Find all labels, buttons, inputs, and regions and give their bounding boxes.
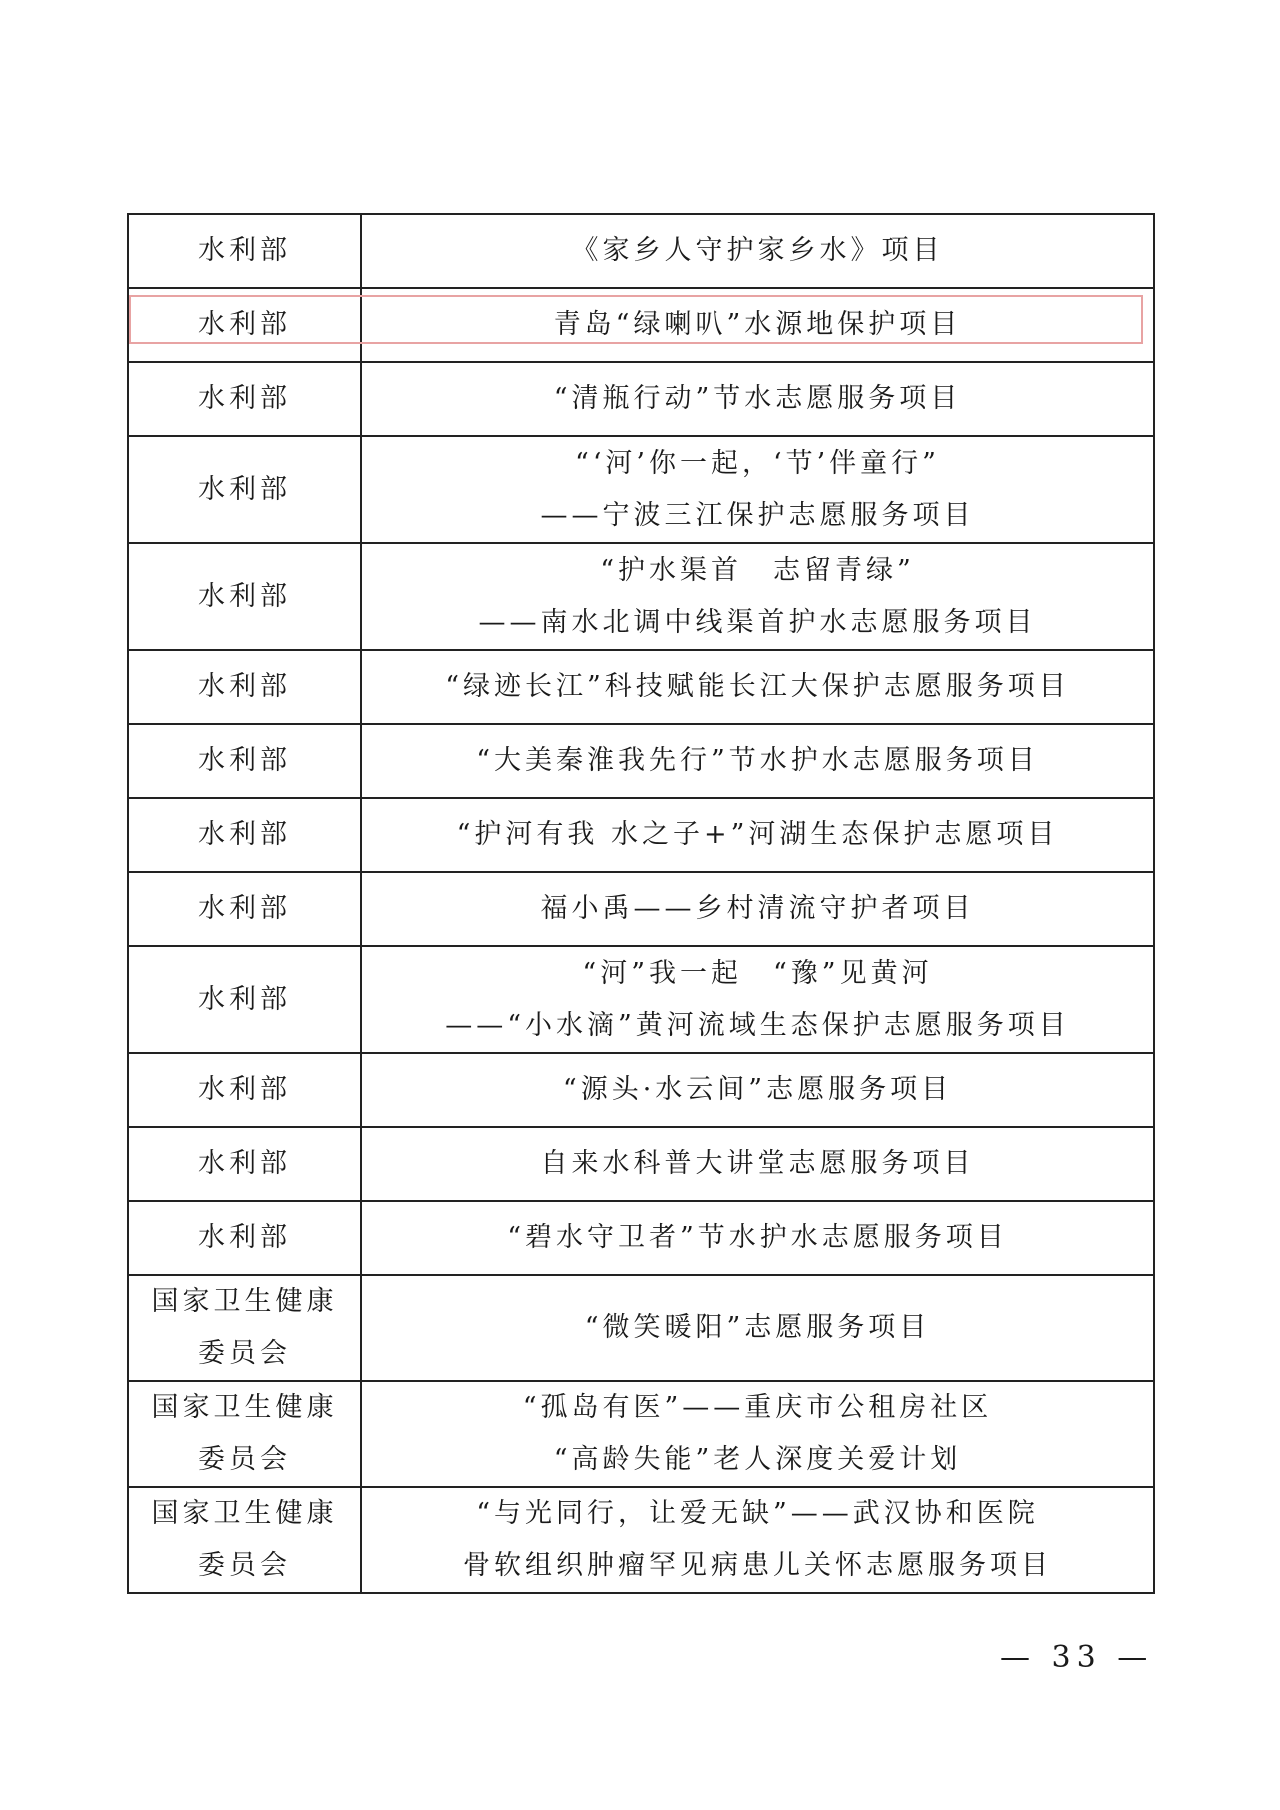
- project-cell: [361, 1381, 1154, 1487]
- dept-cell: [128, 214, 361, 288]
- project-line: ——南水北调中线渠首护水志愿服务项目: [478, 606, 1037, 638]
- project-cell: [361, 288, 1154, 362]
- dept-line: 水利部: [198, 983, 291, 1015]
- dept-line: 水利部: [198, 745, 291, 776]
- dept-cell: [128, 1381, 361, 1487]
- project-line: 自来水科普大讲堂志愿服务项目: [540, 1148, 975, 1179]
- project-line: “碧水守卫者”节水护水志愿服务项目: [507, 1222, 1008, 1253]
- table-row: [128, 1053, 1154, 1127]
- table-row: [128, 946, 1154, 1053]
- dept-line: 水利部: [198, 1148, 291, 1179]
- dept-line: 水利部: [198, 893, 291, 924]
- table-row: [128, 724, 1154, 798]
- dept-line: 委员会: [198, 1338, 291, 1369]
- project-cell: [361, 1053, 1154, 1127]
- project-line: “孤岛有医”——重庆市公租房社区: [522, 1392, 993, 1423]
- project-cell: [361, 872, 1154, 946]
- table-row: [128, 798, 1154, 872]
- dept-line: 国家卫生健康: [151, 1392, 338, 1423]
- dept-line: 水利部: [198, 309, 291, 340]
- dept-cell: [128, 1487, 361, 1593]
- project-line: 青岛“绿喇叭”水源地保护项目: [553, 309, 962, 340]
- project-line: “源头·水云间”志愿服务项目: [562, 1074, 953, 1105]
- dept-cell: [128, 724, 361, 798]
- project-line: ——宁波三江保护志愿服务项目: [540, 499, 975, 531]
- project-cell: [361, 362, 1154, 436]
- table-row: [128, 872, 1154, 946]
- project-cell: [361, 724, 1154, 798]
- project-cell: [361, 1201, 1154, 1275]
- dept-line: 水利部: [198, 1222, 291, 1253]
- project-cell: [361, 798, 1154, 872]
- dept-line: 水利部: [198, 473, 291, 505]
- project-line: ——“小水滴”黄河流域生态保护志愿服务项目: [445, 1009, 1070, 1041]
- dept-cell: [128, 1053, 361, 1127]
- table-row: [128, 214, 1154, 288]
- dept-line: 水利部: [198, 383, 291, 414]
- dept-line: 国家卫生健康: [151, 1286, 338, 1317]
- dept-line: 国家卫生健康: [151, 1498, 338, 1529]
- dept-cell: [128, 650, 361, 724]
- table-row: [128, 1127, 1154, 1201]
- project-cell: [361, 946, 1154, 1053]
- dept-cell: [128, 288, 361, 362]
- dept-cell: [128, 1127, 361, 1201]
- table-row: [128, 1201, 1154, 1275]
- project-cell: [361, 543, 1154, 650]
- dept-line: 水利部: [198, 819, 291, 850]
- project-cell: [361, 650, 1154, 724]
- dept-line: 水利部: [198, 1074, 291, 1105]
- table-row: [128, 543, 1154, 650]
- project-line: “清瓶行动”节水志愿服务项目: [553, 383, 962, 414]
- dept-line: 水利部: [198, 580, 291, 612]
- project-line: “与光同行，让爱无缺”——武汉协和医院: [476, 1498, 1039, 1529]
- dept-cell: [128, 798, 361, 872]
- dept-line: 水利部: [198, 671, 291, 702]
- dept-cell: [128, 1201, 361, 1275]
- project-line: 《家乡人守护家乡水》项目: [571, 235, 944, 266]
- page-number: — 33 —: [1000, 1640, 1154, 1675]
- project-line: 福小禹——乡村清流守护者项目: [540, 893, 975, 924]
- project-cell: [361, 1127, 1154, 1201]
- table-row: [128, 650, 1154, 724]
- table-row: [128, 1381, 1154, 1487]
- project-line: 骨软组织肿瘤罕见病患儿关怀志愿服务项目: [463, 1550, 1052, 1581]
- table-row: [128, 1487, 1154, 1593]
- project-line: “‘河’你一起，‘节’伴童行”: [575, 447, 940, 479]
- project-cell: [361, 1487, 1154, 1593]
- dept-cell: [128, 362, 361, 436]
- project-cell: [361, 436, 1154, 543]
- project-line: “高龄失能”老人深度关爱计划: [553, 1444, 962, 1475]
- table-row: [128, 362, 1154, 436]
- project-cell: [361, 214, 1154, 288]
- table-row: [128, 436, 1154, 543]
- project-table: [127, 213, 1155, 1594]
- table-row: [128, 288, 1154, 362]
- project-line: “微笑暖阳”志愿服务项目: [584, 1312, 931, 1343]
- dept-line: 水利部: [198, 235, 291, 266]
- dept-cell: [128, 543, 361, 650]
- project-line: “河”我一起 “豫”见黄河: [582, 957, 933, 989]
- project-line: “护河有我 水之子+”河湖生态保护志愿项目: [456, 819, 1059, 850]
- dept-line: 委员会: [198, 1550, 291, 1581]
- project-line: “护水渠首 志留青绿”: [600, 554, 915, 586]
- table-row: [128, 1275, 1154, 1381]
- dept-cell: [128, 946, 361, 1053]
- project-cell: [361, 1275, 1154, 1381]
- dept-cell: [128, 436, 361, 543]
- project-line: “大美秦淮我先行”节水护水志愿服务项目: [476, 745, 1039, 776]
- dept-cell: [128, 1275, 361, 1381]
- dept-cell: [128, 872, 361, 946]
- dept-line: 委员会: [198, 1444, 291, 1475]
- project-line: “绿迹长江”科技赋能长江大保护志愿服务项目: [445, 671, 1070, 702]
